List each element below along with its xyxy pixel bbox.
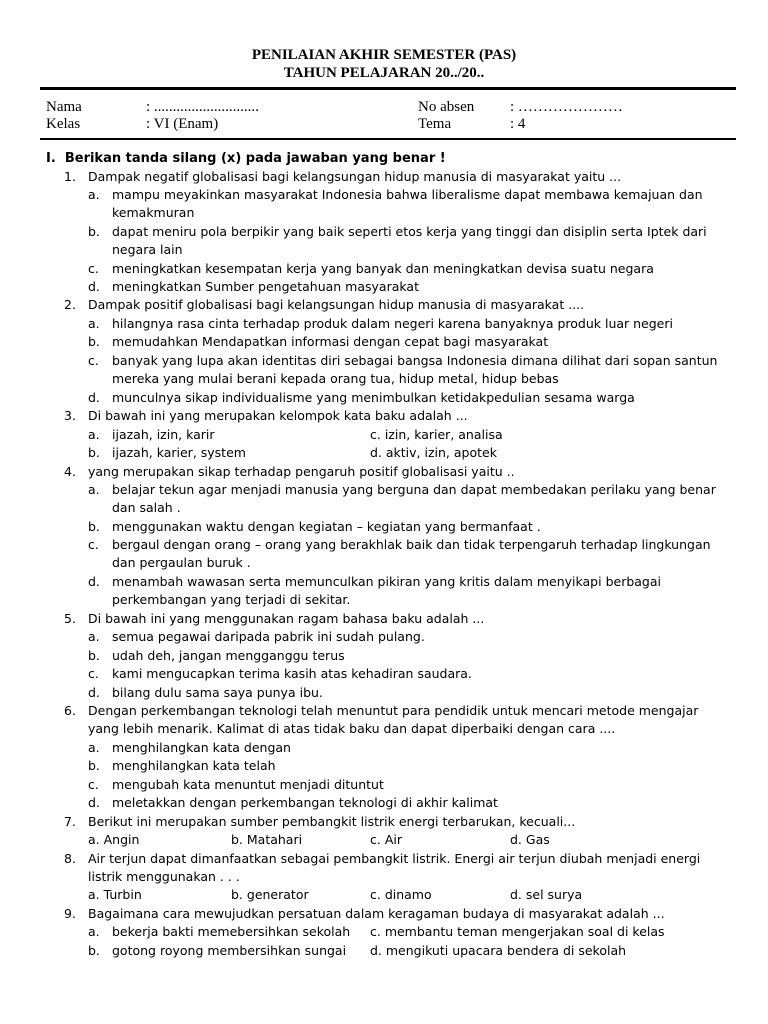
- option-text: ijazah, karier, system: [112, 445, 246, 460]
- section-instruction: Berikan tanda silang (x) pada jawaban yang benar !: [64, 151, 446, 166]
- option-text-cont: kemakmuran: [112, 205, 195, 220]
- option-letter: b.: [88, 943, 100, 958]
- option-letter: a.: [88, 629, 100, 644]
- option-text: mengubah kata menuntut menjadi dituntut: [112, 777, 384, 792]
- absen-label: No absen: [418, 99, 475, 115]
- exam-year: TAHUN PELAJARAN 20../20..: [283, 65, 485, 81]
- option-text: udah deh, jangan mengganggu terus: [112, 648, 345, 663]
- option-text-cont: dan pergaulan buruk .: [112, 555, 251, 570]
- question-text: Di bawah ini yang merupakan kelompok kata baku adalah ...: [88, 408, 468, 423]
- nama-label: Nama: [46, 99, 82, 115]
- question-text-cont: yang lebih menarik. Kalimat di atas tidak baku dan dapat diperbaiki dengan cara ....: [88, 721, 616, 736]
- option-text: d. Gas: [510, 832, 550, 847]
- option-text: c. Air: [370, 832, 402, 847]
- option-text: d. aktiv, izin, apotek: [370, 445, 497, 460]
- option-text: gotong royong membersihkan sungai: [112, 943, 347, 958]
- question-number: 1.: [64, 169, 76, 184]
- question-text-cont: listrik menggunakan . . .: [88, 869, 240, 884]
- option-text: meningkatkan Sumber pengetahuan masyarakat: [112, 279, 419, 294]
- option-text: munculnya sikap individualisme yang menimbulkan ketidakpedulian sesama warga: [112, 390, 635, 405]
- question-text: Dampak positif globalisasi bagi kelangsungan hidup manusia di masyarakat ....: [88, 297, 585, 312]
- question-text: Dampak negatif globalisasi bagi kelangsungan hidup manusia di masyarakat yaitu ...: [88, 169, 622, 184]
- question-text: yang merupakan sikap terhadap pengaruh positif globalisasi yaitu ..: [88, 464, 515, 479]
- question-number: 4.: [64, 464, 76, 479]
- option-text: d. sel surya: [510, 887, 583, 902]
- question-number: 5.: [64, 611, 76, 626]
- question-number: 7.: [64, 814, 76, 829]
- option-text: belajar tekun agar menjadi manusia yang berguna dan dapat membedakan perilaku yang benar: [112, 482, 716, 497]
- option-letter: b.: [88, 648, 100, 663]
- option-letter: c.: [88, 777, 99, 792]
- option-text: bilang dulu sama saya punya ibu.: [112, 685, 323, 700]
- option-text: memudahkan Mendapatkan informasi dengan cepat bagi masyarakat: [112, 334, 549, 349]
- exam-title: PENILAIAN AKHIR SEMESTER (PAS): [251, 47, 517, 63]
- question-number: 8.: [64, 851, 76, 866]
- option-text: menghilangkan kata telah: [112, 758, 276, 773]
- option-letter: b.: [88, 224, 100, 239]
- question-text: Di bawah ini yang menggunakan ragam bahasa baku adalah ...: [88, 611, 485, 626]
- option-letter: a.: [88, 740, 100, 755]
- option-letter: a.: [88, 427, 100, 442]
- option-text: a. Angin: [88, 832, 140, 847]
- option-text: semua pegawai daripada pabrik ini sudah pulang.: [112, 629, 425, 644]
- option-letter: c.: [88, 537, 99, 552]
- question-text: Bagaimana cara mewujudkan persatuan dalam keragaman budaya di masyarakat adalah ...: [88, 906, 665, 921]
- option-letter: c.: [88, 666, 99, 681]
- question-number: 6.: [64, 703, 76, 718]
- option-text: menggunakan waktu dengan kegiatan – kegiatan yang bermanfaat .: [112, 519, 541, 534]
- option-letter: c.: [88, 261, 99, 276]
- option-text-cont: mereka yang mulai berani kepada orang tua, hidup metal, hidup bebas: [112, 371, 559, 386]
- tema-label: Tema: [418, 116, 452, 132]
- option-text: mampu meyakinkan masyarakat Indonesia bahwa liberalisme dapat membawa kemajuan dan: [112, 187, 703, 202]
- absen-value: : …………………: [510, 99, 623, 115]
- option-text: ijazah, izin, karir: [112, 427, 215, 442]
- option-text-cont: perkembangan yang terjadi di sekitar.: [112, 592, 351, 607]
- option-text: c. membantu teman mengerjakan soal di kelas: [370, 924, 665, 939]
- question-number: 2.: [64, 297, 76, 312]
- option-text: a. Turbin: [88, 887, 142, 902]
- option-letter: a.: [88, 316, 100, 331]
- option-text: b. Matahari: [231, 832, 303, 847]
- option-text: dapat meniru pola berpikir yang baik seperti etos kerja yang tinggi dan disiplin serta Iptek dari: [112, 224, 707, 239]
- option-letter: d.: [88, 795, 100, 810]
- section-number: I.: [46, 151, 56, 166]
- section-heading: [46, 150, 446, 168]
- header-rule-bottom: [40, 138, 736, 140]
- option-letter: d.: [88, 279, 100, 294]
- nama-value: : ............................: [146, 99, 259, 115]
- option-text: meletakkan dengan perkembangan teknologi di akhir kalimat: [112, 795, 498, 810]
- option-text: d. mengikuti upacara bendera di sekolah: [370, 943, 627, 958]
- question-text: Dengan perkembangan teknologi telah menuntut para pendidik untuk mencari metode mengajar: [88, 703, 699, 718]
- question-text: Berikut ini merupakan sumber pembangkit listrik energi terbarukan, kecuali...: [88, 814, 576, 829]
- header-rule-top: [40, 87, 736, 90]
- option-text: banyak yang lupa akan identitas diri sebagai bangsa Indonesia dimana dilihat dari sopan santun: [112, 353, 718, 368]
- option-text: c. izin, karier, analisa: [370, 427, 503, 442]
- question-number: 3.: [64, 408, 76, 423]
- kelas-value: : VI (Enam): [146, 116, 219, 132]
- question-text: Air terjun dapat dimanfaatkan sebagai pembangkit listrik. Energi air terjun diubah menjadi energi: [88, 851, 701, 866]
- option-letter: b.: [88, 758, 100, 773]
- option-letter: d.: [88, 574, 100, 589]
- option-text: menambah wawasan serta memunculkan pikiran yang kritis dalam menyikapi berbagai: [112, 574, 661, 589]
- option-letter: b.: [88, 334, 100, 349]
- option-text: b. generator: [231, 887, 309, 902]
- option-text: bergaul dengan orang – orang yang berakhlak baik dan tidak terpengaruh terhadap lingkungan: [112, 537, 711, 552]
- option-letter: b.: [88, 519, 100, 534]
- option-letter: c.: [88, 353, 99, 368]
- option-letter: a.: [88, 482, 100, 497]
- option-text: kami mengucapkan terima kasih atas kehadiran saudara.: [112, 666, 472, 681]
- option-letter: a.: [88, 924, 100, 939]
- option-letter: d.: [88, 390, 100, 405]
- option-text: meningkatkan kesempatan kerja yang banyak dan meningkatkan devisa suatu negara: [112, 261, 654, 276]
- option-letter: a.: [88, 187, 100, 202]
- question-number: 9.: [64, 906, 76, 921]
- option-letter: b.: [88, 445, 100, 460]
- option-text: hilangnya rasa cinta terhadap produk dalam negeri karena banyaknya produk luar negeri: [112, 316, 673, 331]
- tema-value: : 4: [510, 116, 526, 132]
- option-text: bekerja bakti memebersihkan sekolah: [112, 924, 351, 939]
- option-text: menghilangkan kata dengan: [112, 740, 291, 755]
- option-text: c. dinamo: [370, 887, 432, 902]
- option-letter: d.: [88, 685, 100, 700]
- option-text-cont: negara lain: [112, 242, 183, 257]
- option-text-cont: dan salah .: [112, 500, 181, 515]
- kelas-label: Kelas: [46, 116, 81, 132]
